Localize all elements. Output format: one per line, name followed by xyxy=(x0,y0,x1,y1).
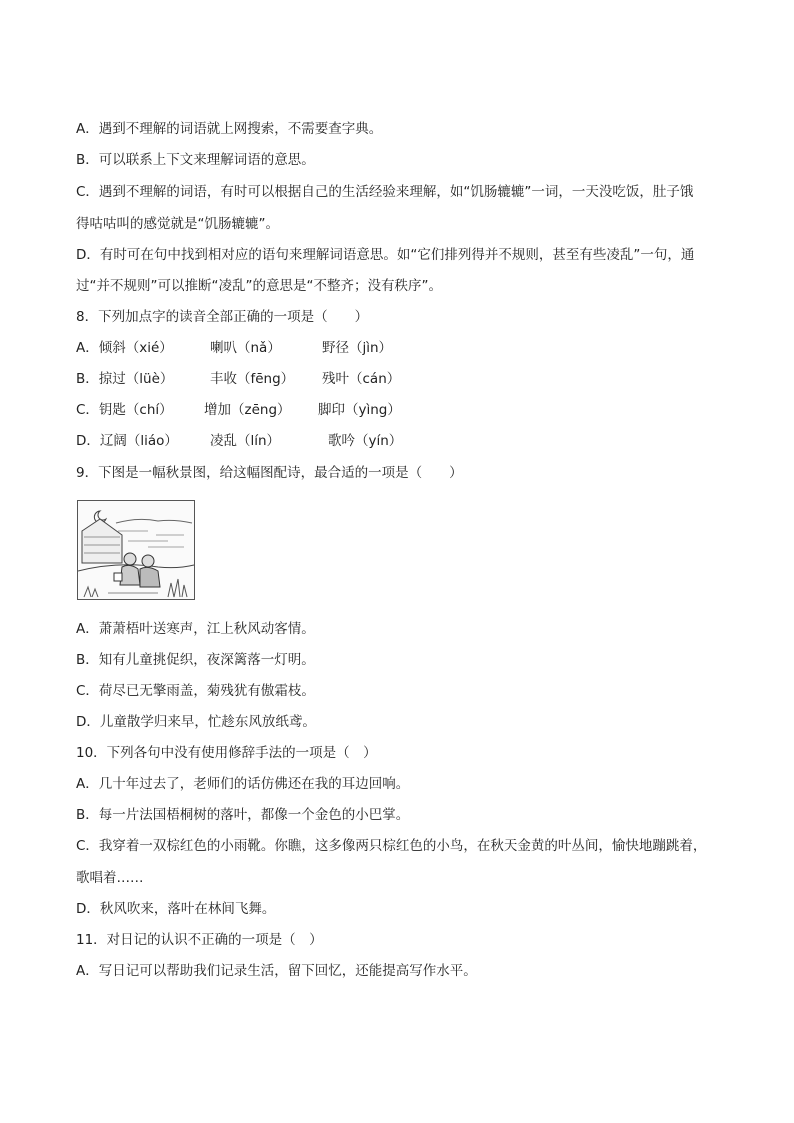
q8-a-item3: 野径（jìn） xyxy=(322,340,393,356)
q8-option-a xyxy=(76,338,392,358)
q7-option-b: B．可以联系上下文来理解词语的意思。 xyxy=(76,152,315,168)
q10-option-b: B．每一片法国梧桐树的落叶，都像一个金色的小巴掌。 xyxy=(76,807,410,823)
q8-a-item1: A．倾斜（xié） xyxy=(76,340,173,356)
q9-option-b: B．知有儿童挑促织，夜深篱落一灯明。 xyxy=(76,652,315,668)
q8-stem: 8．下列加点字的读音全部正确的一项是（ ） xyxy=(76,309,369,325)
q10-stem: 10．下列各句中没有使用修辞手法的一项是（ ） xyxy=(76,745,377,761)
q9-stem: 9．下图是一幅秋景图，给这幅图配诗，最合适的一项是（ ） xyxy=(76,465,463,481)
q11-option-a: A．写日记可以帮助我们记录生活，留下回忆，还能提高写作水平。 xyxy=(76,963,477,979)
q7-option-c-line1: C．遇到不理解的词语，有时可以根据自己的生活经验来理解，如“饥肠辘辘”一词，一天没吃饭，肚子饿 xyxy=(76,184,694,200)
q8-option-c xyxy=(76,400,401,420)
q10-option-d: D．秋风吹来，落叶在林间飞舞。 xyxy=(76,901,276,917)
q9-option-c: C．荷尽已无擎雨盖，菊残犹有傲霜枝。 xyxy=(76,683,315,699)
q10-option-c-line2: 歌唱着…… xyxy=(76,870,144,886)
q8-d-item2: 凌乱（lín） xyxy=(210,433,281,449)
q7-option-d-line2: 过“并不规则”可以推断“凌乱”的意思是“不整齐；没有秩序”。 xyxy=(76,278,442,294)
q8-d-item3: 歌吟（yín） xyxy=(328,433,403,449)
q7-option-d-line1: D．有时可在句中找到相对应的语句来理解词语意思。如“它们排列得并不规则，甚至有些凌乱”一句，通 xyxy=(76,247,695,263)
q8-option-d xyxy=(76,431,402,451)
q8-d-item1: D．辽阔（liáo） xyxy=(76,433,178,449)
q8-c-item3: 脚印（yìng） xyxy=(318,402,401,418)
q8-option-b xyxy=(76,369,400,389)
q10-option-c-line1: C．我穿着一双棕红色的小雨靴。你瞧，这多像两只棕红色的小鸟，在秋天金黄的叶丛间，愉快地蹦跳着， xyxy=(76,838,707,854)
q7-option-a: A．遇到不理解的词语就上网搜索，不需要查字典。 xyxy=(76,121,383,137)
q9-option-a: A．萧萧梧叶送寒声，江上秋风动客情。 xyxy=(76,621,315,637)
q10-option-a: A．几十年过去了，老师们的话仿佛还在我的耳边回响。 xyxy=(76,776,410,792)
q7-option-c-line2: 得咕咕叫的感觉就是“饥肠辘辘”。 xyxy=(76,216,279,232)
q8-c-item2: 增加（zēng） xyxy=(204,402,291,418)
q8-c-item1: C．钥匙（chí） xyxy=(76,402,173,418)
q8-b-item1: B．掠过（lüè） xyxy=(76,371,174,387)
q8-b-item2: 丰收（fēng） xyxy=(210,371,295,387)
autumn-scene-illustration xyxy=(77,500,195,600)
q8-a-item2: 喇叭（nǎ） xyxy=(210,340,281,356)
q8-b-item3: 残叶（cán） xyxy=(322,371,401,387)
q11-stem: 11．对日记的认识不正确的一项是（ ） xyxy=(76,932,323,948)
q9-option-d: D．儿童散学归来早，忙趁东风放纸鸢。 xyxy=(76,714,316,730)
